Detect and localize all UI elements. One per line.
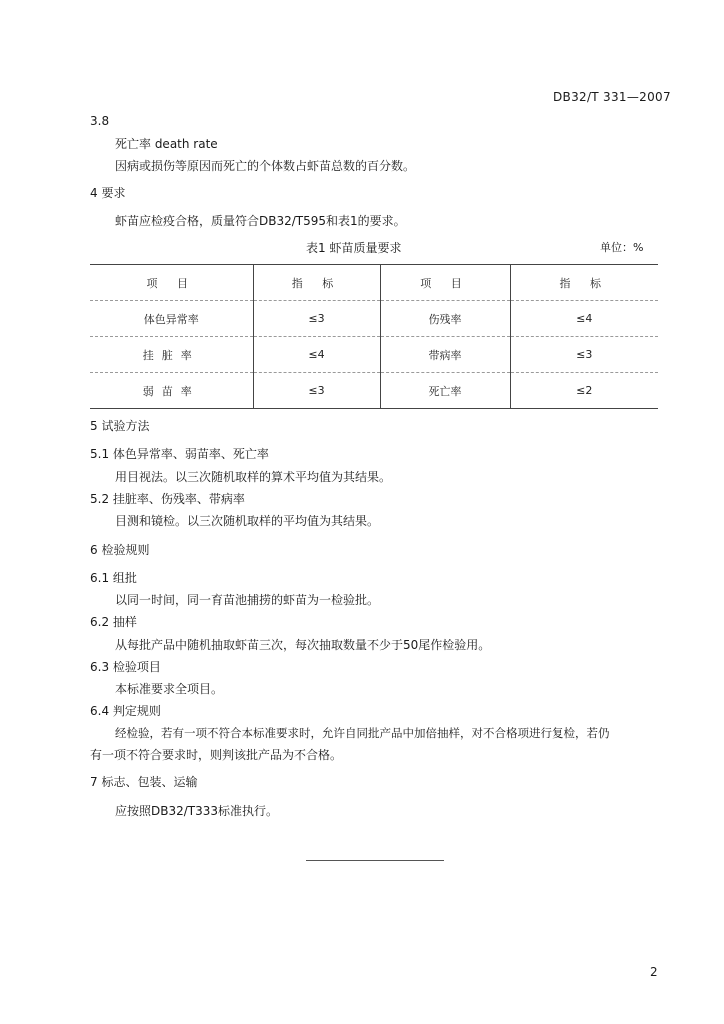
table-cell: ≤4 [510, 301, 658, 337]
table-cell: 伤残率 [380, 301, 510, 337]
section-7-heading: 7 标志、包装、运输 [90, 775, 198, 789]
table-cell: 带病率 [380, 337, 510, 373]
standard-code: DB32/T 331—2007 [553, 90, 671, 104]
header-item-1: 项 目 [90, 265, 253, 301]
table-cell: 挂脏率 [90, 337, 253, 373]
section-5-2-text: 目测和镜检。以三次随机取样的平均值为其结果。 [115, 514, 380, 528]
table-cell: 体色异常率 [90, 301, 253, 337]
section-4-heading: 4 要求 [90, 186, 126, 200]
section-6-heading: 6 检验规则 [90, 543, 150, 557]
table-unit: 单位：% [600, 241, 644, 254]
page-number: 2 [650, 965, 658, 979]
table-cell: ≤3 [510, 337, 658, 373]
term-definition: 因病或损伤等原因而死亡的个体数占虾苗总数的百分数。 [115, 159, 416, 173]
section-5-1-title: 5.1 体色异常率、弱苗率、死亡率 [90, 447, 269, 461]
table-row [90, 301, 658, 337]
section-3-8-number: 3.8 [90, 114, 110, 128]
table-cell: 死亡率 [380, 373, 510, 409]
section-6-3-title: 6.3 检验项目 [90, 660, 161, 674]
header-index-2: 指 标 [510, 265, 658, 301]
section-5-1-text: 用目视法。以三次随机取样的算术平均值为其结果。 [115, 470, 392, 484]
table-cell: ≤4 [253, 337, 380, 373]
section-6-3-text: 本标准要求全项目。 [115, 682, 224, 696]
section-6-4-text-line-1: 经检验，若有一项不符合本标准要求时，允许自同批产品中加倍抽样，对不合格项进行复检，若仍 [115, 726, 610, 740]
table-row [90, 337, 658, 373]
end-rule [306, 860, 444, 861]
table-cell: ≤2 [510, 373, 658, 409]
section-7-text: 应按照DB32/T333标准执行。 [115, 804, 279, 818]
term-death-rate: 死亡率 death rate [115, 137, 218, 151]
table-header-row [90, 265, 658, 301]
table-cell: ≤3 [253, 373, 380, 409]
section-6-4-text-line-2: 有一项不符合要求时，则判该批产品为不合格。 [90, 748, 343, 762]
section-6-2-text: 从每批产品中随机抽取虾苗三次，每次抽取数量不少于50尾作检验用。 [115, 638, 491, 652]
table-cell: ≤3 [253, 301, 380, 337]
table-row [90, 373, 658, 409]
header-item-2: 项 目 [380, 265, 510, 301]
section-6-4-title: 6.4 判定规则 [90, 704, 161, 718]
table-caption: 表1 虾苗质量要求 [306, 241, 402, 255]
section-5-heading: 5 试验方法 [90, 419, 150, 433]
header-index-1: 指 标 [253, 265, 380, 301]
quality-table [90, 264, 658, 409]
table-cell: 弱苗率 [90, 373, 253, 409]
section-5-2-title: 5.2 挂脏率、伤残率、带病率 [90, 492, 245, 506]
section-6-1-text: 以同一时间，同一育苗池捕捞的虾苗为一检验批。 [115, 593, 380, 607]
section-6-1-title: 6.1 组批 [90, 571, 137, 585]
section-4-text: 虾苗应检疫合格，质量符合DB32/T595和表1的要求。 [115, 214, 406, 228]
section-6-2-title: 6.2 抽样 [90, 615, 137, 629]
